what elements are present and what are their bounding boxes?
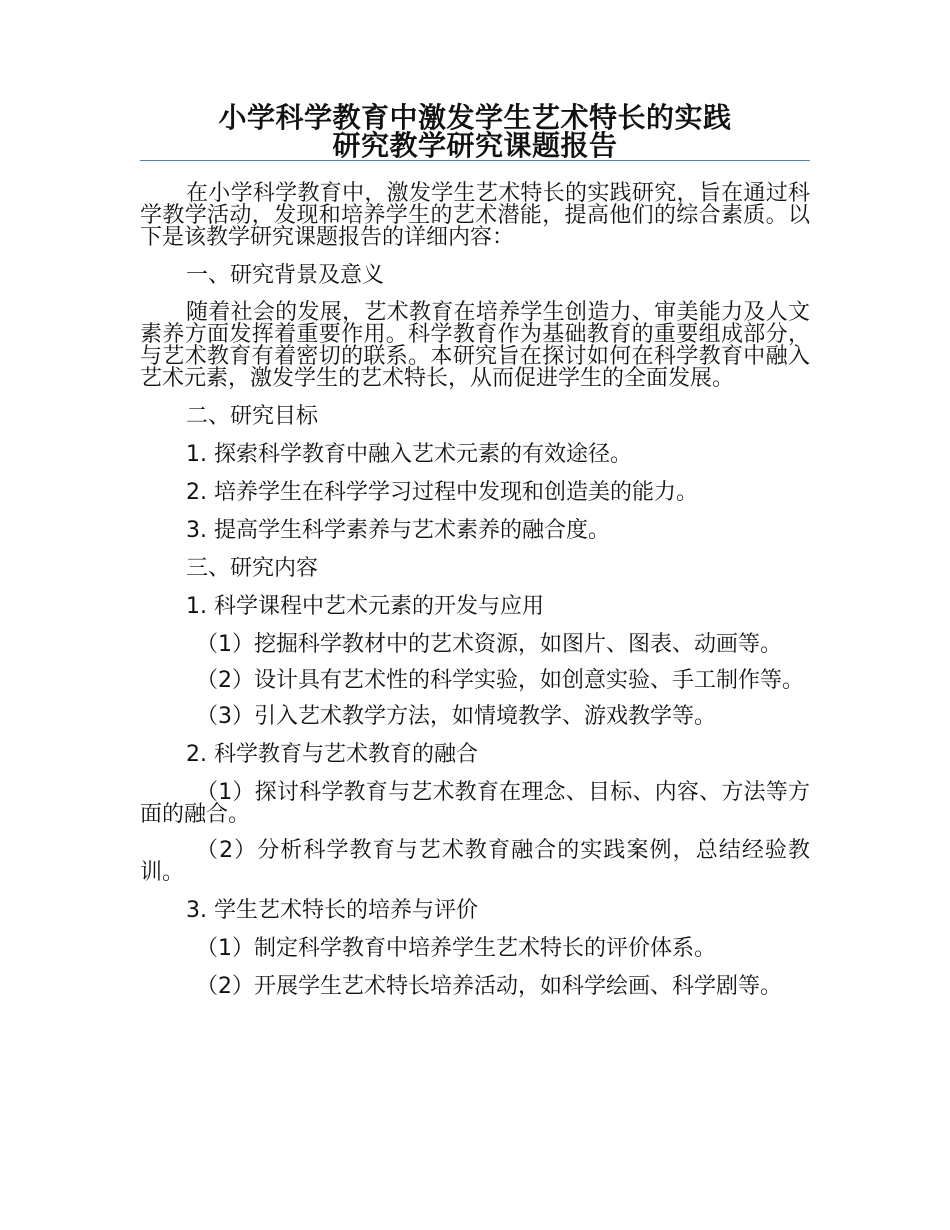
paragraph-background: 随着社会的发展，艺术教育在培养学生创造力、审美能力及人文素养方面发挥着重要作用。科学教育作为基础教育的重要组成部分，与艺术教育有着密切的联系。本研究旨在探讨如何在科学教育中融入艺术元素，激发学生的艺术特长，从而促进学生的全面发展。 xyxy=(140,300,810,391)
document-title-line-2: 研究教学研究课题报告 xyxy=(332,129,618,162)
content-item-2-sub-1: （1）探讨科学教育与艺术教育在理念、目标、内容、方法等方面的融合。 xyxy=(140,780,810,827)
content-item-2: 2. 科学教育与艺术教育的融合 xyxy=(186,742,478,767)
document-title xyxy=(140,101,810,162)
goal-item-1: 1. 探索科学教育中融入艺术元素的有效途径。 xyxy=(186,442,632,467)
content-item-3-sub-2: （2）开展学生艺术特长培养活动，如科学绘画、科学剧等。 xyxy=(196,974,782,999)
section-heading-content: 三、研究内容 xyxy=(186,556,319,581)
document-body xyxy=(140,178,810,998)
content-item-3: 3. 学生艺术特长的培养与评价 xyxy=(186,898,478,923)
section-heading-background: 一、研究背景及意义 xyxy=(186,263,385,288)
paragraph-intro: 在小学科学教育中，激发学生艺术特长的实践研究，旨在通过科学教学活动，发现和培养学生的艺术潜能，提高他们的综合素质。以下是该教学研究课题报告的详细内容： xyxy=(140,181,810,250)
content-item-1-sub-2: （2）设计具有艺术性的科学实验，如创意实验、手工制作等。 xyxy=(196,668,804,693)
content-item-1-sub-1: （1）挖掘科学教材中的艺术资源，如图片、图表、动画等。 xyxy=(196,632,782,657)
section-heading-goals: 二、研究目标 xyxy=(186,404,319,429)
document-title-line-1: 小学科学教育中激发学生艺术特长的实践 xyxy=(218,101,732,134)
goal-item-3: 3. 提高学生科学素养与艺术素养的融合度。 xyxy=(186,518,610,543)
content-item-1: 1. 科学课程中艺术元素的开发与应用 xyxy=(186,594,544,619)
content-item-3-sub-1: （1）制定科学教育中培养学生艺术特长的评价体系。 xyxy=(196,936,716,961)
content-item-1-sub-3: （3）引入艺术教学方法，如情境教学、游戏教学等。 xyxy=(196,704,716,729)
title-divider xyxy=(140,160,810,161)
goal-item-2: 2. 培养学生在科学学习过程中发现和创造美的能力。 xyxy=(186,480,698,505)
content-item-2-sub-2: （2）分析科学教育与艺术教育融合的实践案例，总结经验教训。 xyxy=(140,838,810,885)
